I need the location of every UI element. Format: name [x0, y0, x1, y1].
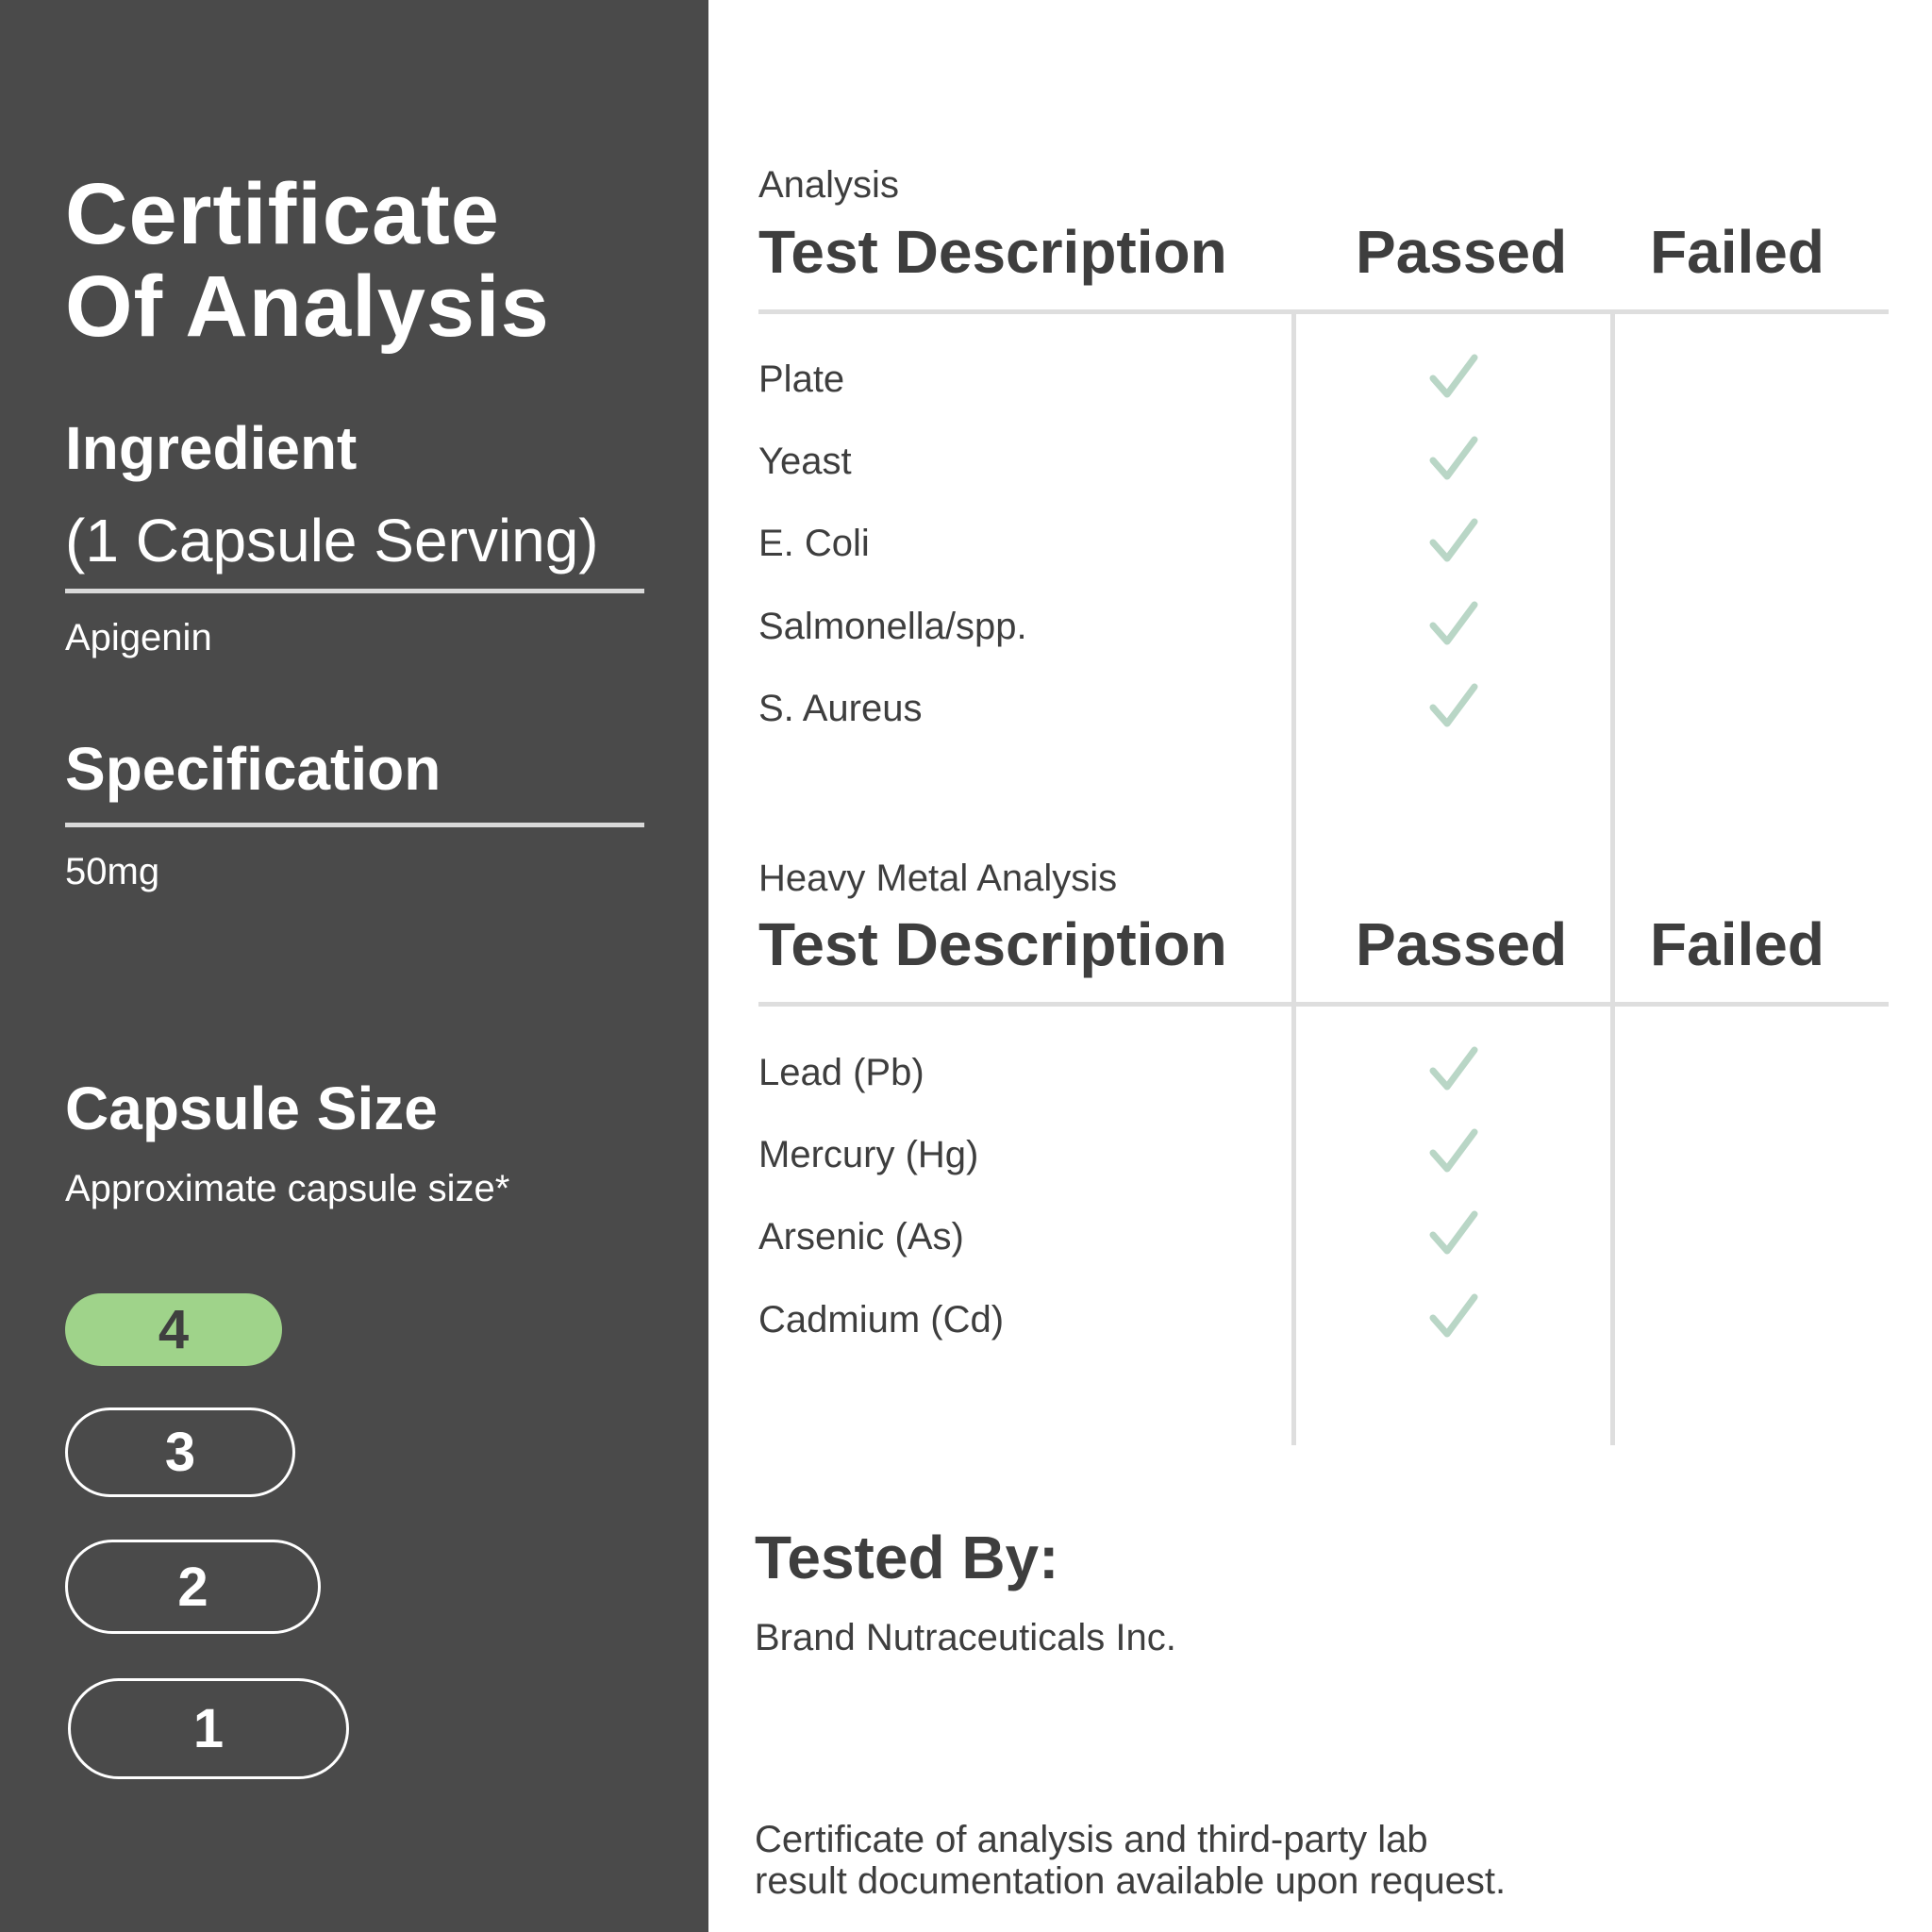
table-row: Mercury (Hg): [758, 1134, 979, 1175]
footnote-line-2: result documentation available upon request.: [755, 1860, 1507, 1902]
passed-column-divider: [1291, 313, 1296, 1445]
heavy-metal-col-failed: Failed: [1650, 910, 1824, 978]
check-icon: [1428, 599, 1479, 650]
check-icon: [1428, 1044, 1479, 1095]
tested-by-heading: Tested By:: [755, 1524, 1059, 1591]
heavy-metal-col-description: Test Description: [758, 910, 1227, 978]
analysis-col-description: Test Description: [758, 218, 1227, 286]
capsule-size-2[interactable]: [65, 1540, 321, 1634]
serving-heading: (1 Capsule Serving): [65, 507, 599, 575]
check-icon: [1428, 352, 1479, 403]
check-icon: [1428, 1208, 1479, 1259]
capsule-size-3-label: 3: [164, 1422, 196, 1483]
table-row: Arsenic (As): [758, 1216, 964, 1257]
analysis-col-passed: Passed: [1356, 218, 1568, 286]
table-row: Cadmium (Cd): [758, 1299, 1005, 1341]
specification-value: 50mg: [65, 851, 160, 892]
table-row: Yeast: [758, 441, 852, 482]
footnote-line-1: Certificate of analysis and third-party lab: [755, 1819, 1428, 1860]
page-title: [65, 168, 669, 353]
capsule-size-1-label: 1: [192, 1698, 225, 1759]
heavy-metal-header-divider: [758, 1002, 1889, 1007]
check-icon: [1428, 516, 1479, 567]
check-icon: [1428, 1126, 1479, 1177]
check-icon: [1428, 1291, 1479, 1342]
capsule-size-1[interactable]: [68, 1678, 349, 1779]
capsule-size-3[interactable]: [65, 1407, 295, 1497]
check-icon: [1428, 681, 1479, 732]
table-row: S. Aureus: [758, 688, 923, 729]
title-line-1: Certificate: [65, 166, 500, 262]
footnote: [755, 1819, 1887, 1902]
failed-column-divider: [1610, 313, 1615, 1445]
heavy-metal-section-label: Heavy Metal Analysis: [758, 858, 1118, 899]
ingredient-heading: Ingredient: [65, 414, 358, 482]
table-row: Plate: [758, 358, 845, 400]
capsule-size-4-label: 4: [158, 1299, 190, 1360]
analysis-col-failed: Failed: [1650, 218, 1824, 286]
heavy-metal-col-passed: Passed: [1356, 910, 1568, 978]
specification-divider: [65, 823, 644, 827]
left-panel: [0, 0, 708, 1932]
capsule-size-2-label: 2: [177, 1556, 208, 1618]
title-line-2: Of Analysis: [65, 258, 550, 355]
capsule-size-heading: Capsule Size: [65, 1074, 438, 1142]
table-row: Lead (Pb): [758, 1052, 924, 1093]
capsule-size-4[interactable]: [65, 1293, 282, 1366]
analysis-section-label: Analysis: [758, 164, 899, 206]
table-row: E. Coli: [758, 523, 870, 564]
check-icon: [1428, 434, 1479, 485]
ingredient-divider: [65, 589, 644, 593]
specification-heading: Specification: [65, 735, 441, 803]
analysis-header-divider: [758, 309, 1889, 314]
capsule-size-note: Approximate capsule size*: [65, 1168, 510, 1209]
table-row: Salmonella/spp.: [758, 606, 1027, 647]
tested-by-value: Brand Nutraceuticals Inc.: [755, 1617, 1176, 1658]
ingredient-value: Apigenin: [65, 617, 212, 658]
